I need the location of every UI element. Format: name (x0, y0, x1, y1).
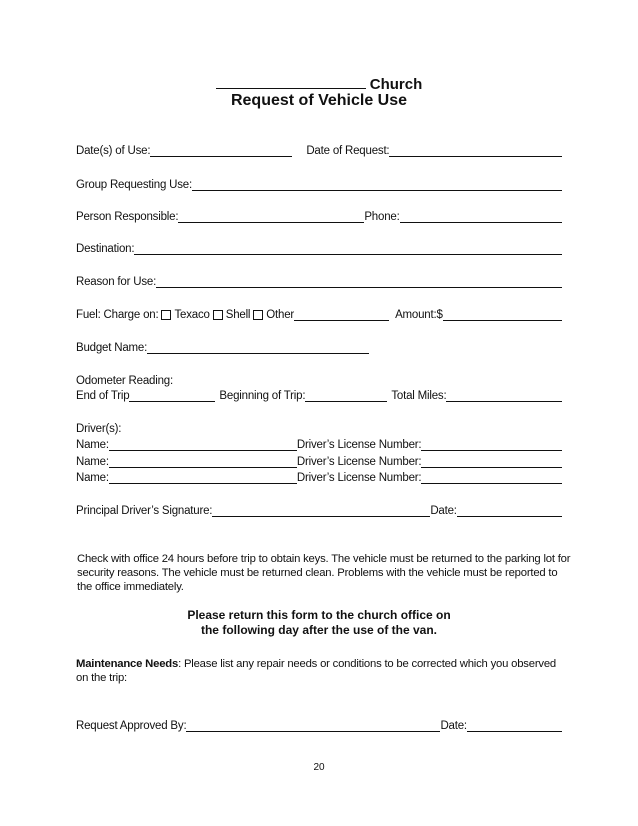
drivers-heading: Driver(s): (76, 423, 122, 435)
amount-label: Amount:$ (395, 309, 443, 321)
signature-field[interactable] (212, 504, 430, 517)
budget-name-label: Budget Name: (76, 342, 148, 354)
shell-label: Shell (225, 309, 251, 321)
church-suffix: Church (369, 76, 423, 93)
driver-3-license-field[interactable] (421, 471, 562, 484)
drivers-heading-row (76, 420, 562, 435)
driver-2-license-field[interactable] (421, 455, 562, 468)
row-destination (76, 240, 562, 255)
row-driver-2 (76, 453, 562, 468)
driver-license-label: Driver’s License Number: (296, 456, 422, 468)
instructions-text: Check with office 24 hours before trip to obtain keys. The vehicle must be returned to the parking lot for security reasons. The vehicle must be returned clean. Problems with the vehicle must be reported to the office immediately. (77, 553, 571, 593)
person-responsible-field[interactable] (178, 210, 364, 223)
row-person (76, 208, 562, 223)
approval-date-label: Date: (440, 720, 467, 732)
row-fuel (76, 306, 562, 321)
maintenance-label: Maintenance Needs (76, 658, 179, 670)
row-driver-3 (76, 469, 562, 484)
row-dates (76, 142, 562, 157)
end-of-trip-label: End of Trip (76, 390, 130, 402)
driver-name-label: Name: (76, 456, 109, 468)
other-fuel-field[interactable] (294, 308, 389, 321)
beginning-of-trip-field[interactable] (305, 389, 387, 402)
row-approval (76, 717, 562, 732)
driver-3-name-field[interactable] (109, 471, 297, 484)
phone-label: Phone: (364, 211, 400, 223)
person-responsible-label: Person Responsible: (76, 211, 179, 223)
church-name-line (0, 74, 638, 93)
driver-1-license-field[interactable] (421, 438, 562, 451)
date-of-request-label: Date of Request: (306, 145, 390, 157)
driver-name-label: Name: (76, 472, 109, 484)
church-name-blank[interactable] (216, 74, 366, 89)
shell-checkbox[interactable] (213, 310, 223, 320)
phone-field[interactable] (400, 210, 562, 223)
odometer-heading: Odometer Reading: (76, 375, 173, 387)
reason-field[interactable] (156, 275, 562, 288)
return-notice-line-1: Please return this form to the church office on (187, 608, 451, 622)
amount-field[interactable] (443, 308, 562, 321)
row-group (76, 176, 562, 191)
fuel-label: Fuel: Charge on: (76, 309, 159, 321)
reason-label: Reason for Use: (76, 276, 157, 288)
total-miles-field[interactable] (446, 389, 562, 402)
driver-2-name-field[interactable] (109, 455, 297, 468)
driver-license-label: Driver’s License Number: (296, 439, 422, 451)
signature-date-field[interactable] (457, 504, 562, 517)
dates-of-use-label: Date(s) of Use: (76, 145, 151, 157)
row-driver-1 (76, 436, 562, 451)
maintenance-section (76, 657, 566, 685)
return-notice-line-2: the following day after the use of the van. (200, 623, 438, 637)
approval-date-field[interactable] (467, 719, 562, 732)
return-notice (0, 608, 638, 638)
signature-date-label: Date: (430, 505, 457, 517)
destination-field[interactable] (134, 242, 562, 255)
odometer-heading-row (76, 372, 562, 387)
driver-license-label: Driver’s License Number: (296, 472, 422, 484)
group-requesting-label: Group Requesting Use: (76, 179, 192, 191)
row-budget (76, 339, 562, 354)
total-miles-label: Total Miles: (391, 390, 447, 402)
page-number: 20 (313, 762, 325, 773)
row-reason (76, 273, 562, 288)
approved-by-label: Request Approved By: (76, 720, 187, 732)
row-signature (76, 502, 562, 517)
end-of-trip-field[interactable] (129, 389, 215, 402)
group-requesting-field[interactable] (192, 178, 562, 191)
texaco-checkbox[interactable] (161, 310, 171, 320)
texaco-label: Texaco (174, 309, 210, 321)
dates-of-use-field[interactable] (150, 144, 292, 157)
driver-1-name-field[interactable] (109, 438, 297, 451)
form-title: Request of Vehicle Use (230, 92, 408, 109)
beginning-of-trip-label: Beginning of Trip: (219, 390, 306, 402)
row-odometer (76, 387, 562, 402)
date-of-request-field[interactable] (389, 144, 562, 157)
budget-name-field[interactable] (147, 341, 369, 354)
destination-label: Destination: (76, 243, 135, 255)
other-label: Other (266, 309, 295, 321)
driver-name-label: Name: (76, 439, 109, 451)
signature-label: Principal Driver’s Signature: (76, 505, 213, 517)
other-checkbox[interactable] (253, 310, 263, 320)
maintenance-text: : Please list any repair needs or conditions to be corrected which you observed on the trip: (76, 658, 557, 684)
approved-by-field[interactable] (186, 719, 440, 732)
